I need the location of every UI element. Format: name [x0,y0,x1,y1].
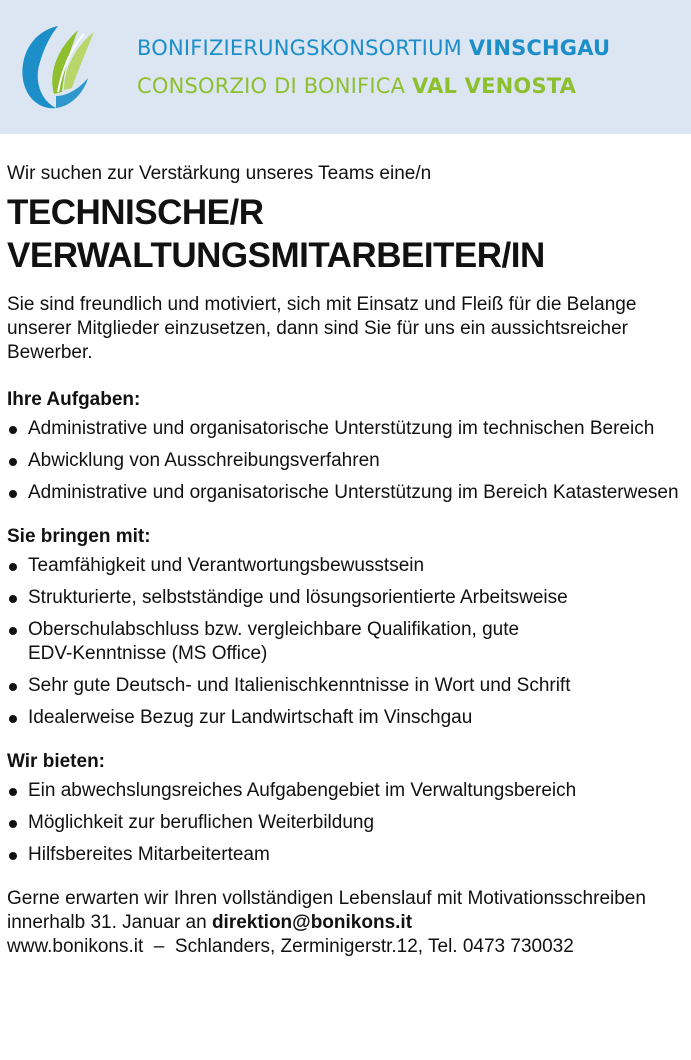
list-item: Ein abwechslungsreiches Aufgabengebiet im Verwaltungsbereich [7,779,687,803]
list-item: Administrative und organisatorische Unterstützung im technischen Bereich [7,417,687,441]
leaf-logo-icon [18,20,98,112]
list-item: Oberschulabschluss bzw. vergleichbare Qualifikation, gute EDV-Kenntnisse (MS Office) [7,618,687,666]
list-item: Idealerweise Bezug zur Landwirtschaft im Vinschgau [7,706,687,730]
list-item: Strukturierte, selbstständige und lösungsorientierte Arbeitsweise [7,586,687,610]
list-item: Möglichkeit zur beruflichen Weiterbildung [7,811,687,835]
section-heading: Wir bieten: [7,751,105,772]
bullet-list [7,417,687,505]
list-item: Hilfsbereites Mitarbeiterteam [7,843,687,867]
section-bringen-mit [7,525,687,730]
section-aufgaben [7,388,687,505]
intro-text: Wir suchen zur Verstärkung unseres Teams eine/n [7,163,432,184]
org-name-italian: CONSORZIO DI BONIFICA VAL VENOSTA [137,74,577,98]
bullet-list [7,554,687,730]
description-text: Sie sind freundlich und motiviert, sich mit Einsatz und Fleiß für die Belange unserer Mitglieder einzusetzen, dann sind Sie für uns ein aussichtsreicher Bewerber. [7,294,637,363]
job-title: TECHNISCHE/R VERWALTUNGSMITARBEITER/IN [7,193,545,275]
closing-text: Gerne erwarten wir Ihren vollständigen Lebenslauf mit Motivationsschreiben innerhalb 31. Januar an direktion@bonikons.it [7,888,646,933]
list-item: Teamfähigkeit und Verantwortungsbewusstsein [7,554,687,578]
bullet-list [7,779,687,867]
job-posting [7,162,687,959]
list-item: Administrative und organisatorische Unterstützung im Bereich Katasterwesen [7,481,687,505]
org-name-german: BONIFIZIERUNGSKONSORTIUM VINSCHGAU [137,36,611,60]
contact-line: www.bonikons.it – Schlanders, Zerminigerstr.12, Tel. 0473 730032 [7,936,574,957]
list-item: Abwicklung von Ausschreibungsverfahren [7,449,687,473]
section-heading: Ihre Aufgaben: [7,389,141,410]
list-item: Sehr gute Deutsch- und Italienischkenntnisse in Wort und Schrift [7,674,687,698]
email-link[interactable]: direktion@bonikons.it [211,912,413,933]
header-banner [0,0,691,134]
section-wir-bieten [7,750,687,867]
section-heading: Sie bringen mit: [7,526,151,547]
